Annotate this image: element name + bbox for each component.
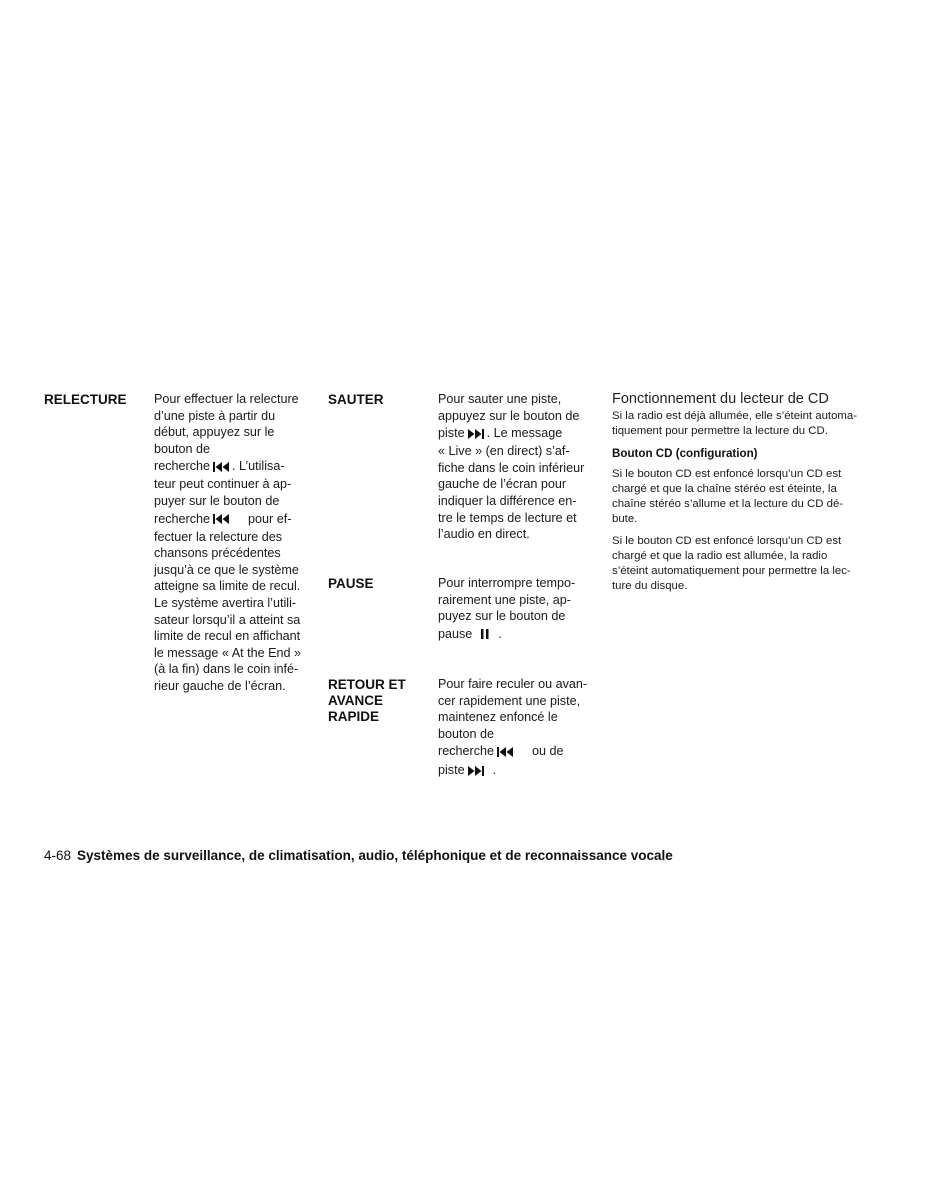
text-fragment: ou de: [532, 744, 564, 759]
subsection-title: Bouton CD (configuration): [612, 447, 758, 460]
text-line: chaîne stéréo s’allume et la lecture du CD dé-: [612, 498, 844, 510]
text-line: fiche dans le coin inférieur: [438, 460, 585, 475]
text-line: l’audio en direct.: [438, 527, 530, 542]
text-fragment: pause: [438, 626, 473, 641]
skip-back-icon: [213, 462, 229, 472]
text-line: bute.: [612, 513, 638, 525]
text-line: chargé et que la radio est allumée, la radio: [612, 550, 828, 562]
text-line: chargé et que la chaîne stéréo est éteinte, la: [612, 483, 837, 495]
page-footer: [44, 847, 673, 865]
text-line: cer rapidement une piste,: [438, 693, 581, 708]
text-line: rairement une piste, ap-: [438, 592, 572, 607]
text-fragment: . L’utilisa-: [232, 459, 285, 474]
text-line: Si la radio est déjà allumée, elle s’éteint automa-: [612, 410, 858, 422]
text-line: Pour faire reculer ou avan-: [438, 677, 588, 691]
text-fragment: pour ef-: [248, 511, 292, 526]
text-line-with-icon: [438, 761, 598, 780]
paragraph: [612, 534, 874, 594]
text-line-with-icon: [154, 457, 314, 476]
term-retour-avance-rapide: [328, 677, 406, 725]
text-fragment: .: [498, 626, 502, 641]
term-relecture: RELECTURE: [44, 392, 127, 407]
text-line: s’éteint automatiquement pour permettre la lec-: [612, 565, 851, 577]
desc-sauter: [438, 391, 598, 543]
text-fragment: recherche: [438, 744, 495, 759]
paragraph: [612, 467, 874, 527]
text-line: puyer sur le bouton de: [154, 493, 280, 508]
text-line: rieur gauche de l’écran.: [154, 678, 286, 693]
skip-forward-icon: [468, 766, 484, 776]
term-line: AVANCE: [328, 693, 384, 708]
text-line: Si le bouton CD est enfoncé lorsqu’un CD est: [612, 468, 842, 480]
text-line: indiquer la différence en-: [438, 493, 577, 508]
text-line: puyez sur le bouton de: [438, 609, 566, 624]
text-line: Si le bouton CD est enfoncé lorsqu’un CD est: [612, 535, 842, 547]
cd-section: [612, 390, 874, 601]
chapter-title: Systèmes de surveillance, de climatisation, audio, téléphonique et de reconnaissance vocale: [77, 848, 673, 863]
term-sauter: SAUTER: [328, 392, 384, 407]
intro-paragraph: [612, 409, 874, 439]
text-line: appuyez sur le bouton de: [438, 408, 580, 423]
text-line: bouton de: [438, 726, 495, 741]
term-line: RETOUR ET: [328, 677, 406, 692]
text-line: fectuer la relecture des: [154, 529, 283, 544]
text-line: limite de recul en affichant: [154, 629, 301, 644]
text-line: « Live » (en direct) s’af-: [438, 444, 570, 459]
text-line: Pour interrompre tempo-: [438, 576, 576, 590]
text-fragment: piste: [438, 426, 465, 441]
desc-pause: [438, 575, 598, 644]
text-fragment: recherche: [154, 459, 211, 474]
term-line: RAPIDE: [328, 709, 380, 724]
skip-back-icon: [213, 514, 229, 524]
text-line-with-icon: [438, 742, 598, 761]
text-line-with-icon: [154, 510, 314, 529]
desc-retour-avance-rapide: [438, 676, 598, 780]
section-title: Fonctionnement du lecteur de CD: [612, 391, 829, 407]
text-line: teur peut continuer à ap-: [154, 477, 292, 492]
text-line: Le système avertira l’utili-: [154, 595, 297, 610]
text-fragment: .: [492, 763, 497, 778]
text-fragment: piste: [438, 763, 465, 778]
text-line: maintenez enfoncé le: [438, 710, 558, 725]
pause-icon: [481, 629, 489, 639]
text-line: le message « At the End »: [154, 645, 302, 660]
page-number: 4-68: [44, 848, 72, 863]
text-line: Pour sauter une piste,: [438, 392, 562, 406]
text-line: gauche de l’écran pour: [438, 477, 567, 492]
term-pause: PAUSE: [328, 576, 374, 591]
skip-forward-icon: [468, 429, 484, 439]
text-line: sateur lorsqu’il a atteint sa: [154, 612, 301, 627]
text-line: tiquement pour permettre la lecture du CD.: [612, 425, 828, 437]
text-line: atteigne sa limite de recul.: [154, 579, 301, 594]
text-fragment: recherche: [154, 511, 211, 526]
text-line: ture du disque.: [612, 580, 688, 592]
text-line: jusqu’à ce que le système: [154, 562, 299, 577]
skip-back-icon: [497, 747, 513, 757]
text-line-with-icon: [438, 424, 598, 443]
text-line: début, appuyez sur le: [154, 425, 275, 440]
text-line: Pour effectuer la relecture: [154, 392, 299, 406]
text-line: tre le temps de lecture et: [438, 510, 577, 525]
text-line: (à la fin) dans le coin infé-: [154, 662, 299, 677]
text-line: chansons précédentes: [154, 546, 281, 561]
desc-relecture: [154, 391, 314, 695]
text-line-with-icon: [438, 625, 598, 644]
text-fragment: . Le message: [486, 426, 563, 441]
text-line: bouton de: [154, 441, 211, 456]
text-line: d’une piste à partir du: [154, 408, 276, 423]
